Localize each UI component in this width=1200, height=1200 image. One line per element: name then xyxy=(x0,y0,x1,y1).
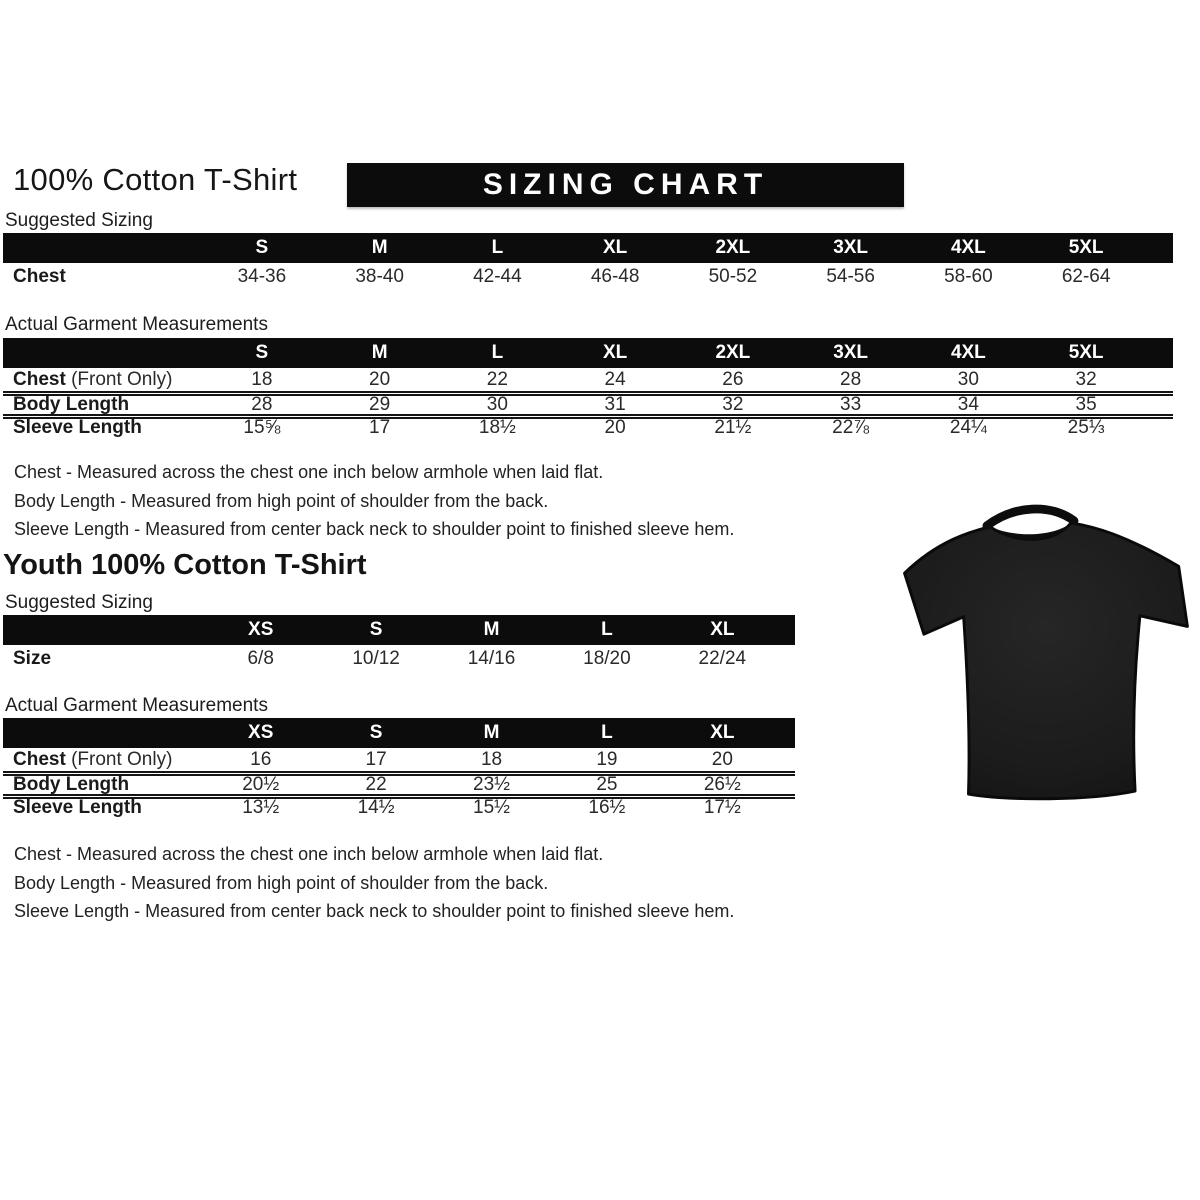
column-header-l: L xyxy=(601,619,613,640)
adult-suggested-sizing-table xyxy=(3,233,1173,291)
column-header-xl: XL xyxy=(602,342,628,363)
cell-value: 46-48 xyxy=(590,266,640,287)
cell-value: 32 xyxy=(722,394,744,415)
column-header-4xl: 4XL xyxy=(950,342,986,363)
cell-value: 14/16 xyxy=(467,648,516,669)
table-row xyxy=(3,794,795,817)
row-label: Chest (Front Only) xyxy=(13,368,173,390)
cell-value: 16½ xyxy=(588,797,626,818)
note-line: Sleeve Length - Measured from center back neck to shoulder point to finished sleeve hem. xyxy=(14,519,735,539)
cell-value: 17 xyxy=(365,748,387,770)
cell-value: 28 xyxy=(251,394,273,415)
column-header-s: S xyxy=(255,342,269,363)
youth-section-title: Youth 100% Cotton T-Shirt xyxy=(3,549,367,581)
column-header-3xl: 3XL xyxy=(833,342,869,363)
cell-value: 38-40 xyxy=(355,266,404,287)
note-line: Chest - Measured across the chest one inch below armhole when laid flat. xyxy=(14,462,604,482)
row-label: Body Length xyxy=(13,394,130,415)
column-header-4xl: 4XL xyxy=(950,237,986,258)
cell-value: 18½ xyxy=(478,417,516,438)
cell-value: 30 xyxy=(486,394,508,415)
tshirt-image xyxy=(890,465,1200,815)
note-line: Chest - Measured across the chest one inch below armhole when laid flat. xyxy=(14,844,604,864)
table-row xyxy=(3,748,795,771)
row-label: Sleeve Length xyxy=(13,797,142,818)
column-header-2xl: 2XL xyxy=(715,237,751,258)
cell-value: 31 xyxy=(604,394,626,415)
column-header-s: S xyxy=(369,722,383,743)
cell-value: 34-36 xyxy=(237,266,287,287)
youth-measurement-notes xyxy=(14,840,734,926)
column-header-3xl: 3XL xyxy=(833,237,869,258)
cell-value: 32 xyxy=(1075,368,1097,390)
table-row xyxy=(3,645,795,673)
column-header-s: S xyxy=(369,619,383,640)
cell-value: 23½ xyxy=(473,774,510,795)
column-header-s: S xyxy=(255,237,269,258)
cell-value: 34 xyxy=(957,394,979,415)
column-header-m: M xyxy=(483,619,500,640)
cell-value: 42-44 xyxy=(473,266,522,287)
cell-value: 22⅞ xyxy=(832,417,870,438)
note-line: Body Length - Measured from high point of shoulder from the back. xyxy=(14,490,549,511)
cell-value: 20 xyxy=(711,748,733,770)
cell-value: 30 xyxy=(957,368,979,390)
table-header-row xyxy=(3,338,1173,368)
cell-value: 58-60 xyxy=(944,266,993,287)
table-row xyxy=(3,771,795,794)
cell-value: 50-52 xyxy=(708,266,758,287)
cell-value: 18 xyxy=(480,748,503,770)
page-title: 100% Cotton T-Shirt xyxy=(13,162,298,197)
cell-value: 62-64 xyxy=(1061,266,1111,287)
table-header-row xyxy=(3,233,1173,263)
cell-value: 22 xyxy=(365,774,387,795)
note-line: Body Length - Measured from high point of shoulder from the back. xyxy=(14,872,549,893)
column-header-m: M xyxy=(483,722,500,743)
black-tshirt-photo xyxy=(890,465,1200,815)
sizing-chart-banner: SIZING CHART xyxy=(347,163,904,207)
table-row xyxy=(3,263,1173,291)
cell-value: 15½ xyxy=(473,797,510,818)
tshirt-collar xyxy=(987,509,1074,526)
cell-value: 20½ xyxy=(242,774,280,795)
adult-actual-measurements-table xyxy=(3,338,1173,437)
column-header-xs: XS xyxy=(248,619,274,640)
column-header-5xl: 5XL xyxy=(1068,342,1104,363)
adult-measurement-notes xyxy=(14,458,734,544)
cell-value: 22 xyxy=(486,368,508,390)
cell-value: 26½ xyxy=(703,774,741,795)
cell-value: 20 xyxy=(369,368,391,390)
table-row xyxy=(3,391,1173,414)
cell-value: 26 xyxy=(722,368,744,390)
column-header-m: M xyxy=(371,237,388,258)
cell-value: 35 xyxy=(1075,394,1097,415)
column-header-l: L xyxy=(601,722,613,743)
column-header-l: L xyxy=(491,237,504,258)
row-label: Chest (Front Only) xyxy=(13,748,173,770)
cell-value: 15⅝ xyxy=(243,417,281,438)
column-header-5xl: 5XL xyxy=(1068,237,1104,258)
table-header-row xyxy=(3,615,795,645)
cell-value: 29 xyxy=(369,394,391,415)
column-header-m: M xyxy=(371,342,388,363)
row-label: Sleeve Length xyxy=(13,417,142,438)
cell-value: 14½ xyxy=(357,797,395,818)
cell-value: 6/8 xyxy=(247,648,274,669)
column-header-xl: XL xyxy=(602,237,628,258)
table-row xyxy=(3,368,1173,391)
cell-value: 18/20 xyxy=(583,648,631,669)
table-row xyxy=(3,414,1173,437)
column-header-2xl: 2XL xyxy=(715,342,751,363)
cell-value: 10/12 xyxy=(352,648,400,669)
cell-value: 22/24 xyxy=(698,648,747,669)
cell-value: 54-56 xyxy=(826,266,875,287)
row-label: Size xyxy=(13,648,52,669)
cell-value: 33 xyxy=(840,394,862,415)
cell-value: 25⅓ xyxy=(1067,417,1105,438)
cell-value: 13½ xyxy=(242,797,280,818)
youth-actual-measurements-label: Actual Garment Measurements xyxy=(5,695,268,716)
youth-suggested-sizing-label: Suggested Sizing xyxy=(5,592,153,613)
row-label: Chest xyxy=(13,266,66,287)
cell-value: 20 xyxy=(604,417,626,438)
youth-actual-measurements-table xyxy=(3,718,795,817)
cell-value: 25 xyxy=(596,774,618,795)
adult-suggested-sizing-label: Suggested Sizing xyxy=(5,210,153,231)
row-label: Body Length xyxy=(13,774,130,795)
cell-value: 19 xyxy=(596,748,618,770)
cell-value: 21½ xyxy=(714,417,752,438)
column-header-xs: XS xyxy=(248,722,274,743)
cell-value: 17½ xyxy=(703,797,741,818)
cell-value: 16 xyxy=(250,748,272,770)
cell-value: 24 xyxy=(604,368,626,390)
column-header-xl: XL xyxy=(710,722,735,743)
cell-value: 18 xyxy=(251,368,273,390)
cell-value: 24¼ xyxy=(949,417,987,438)
adult-actual-measurements-label: Actual Garment Measurements xyxy=(5,314,268,335)
tshirt-body xyxy=(905,523,1188,799)
column-header-xl: XL xyxy=(710,619,735,640)
table-header-row xyxy=(3,718,795,748)
cell-value: 28 xyxy=(840,368,862,390)
column-header-l: L xyxy=(491,342,504,363)
note-line: Sleeve Length - Measured from center back neck to shoulder point to finished sleeve hem. xyxy=(14,901,735,921)
youth-suggested-sizing-table xyxy=(3,615,795,673)
cell-value: 17 xyxy=(369,417,391,438)
